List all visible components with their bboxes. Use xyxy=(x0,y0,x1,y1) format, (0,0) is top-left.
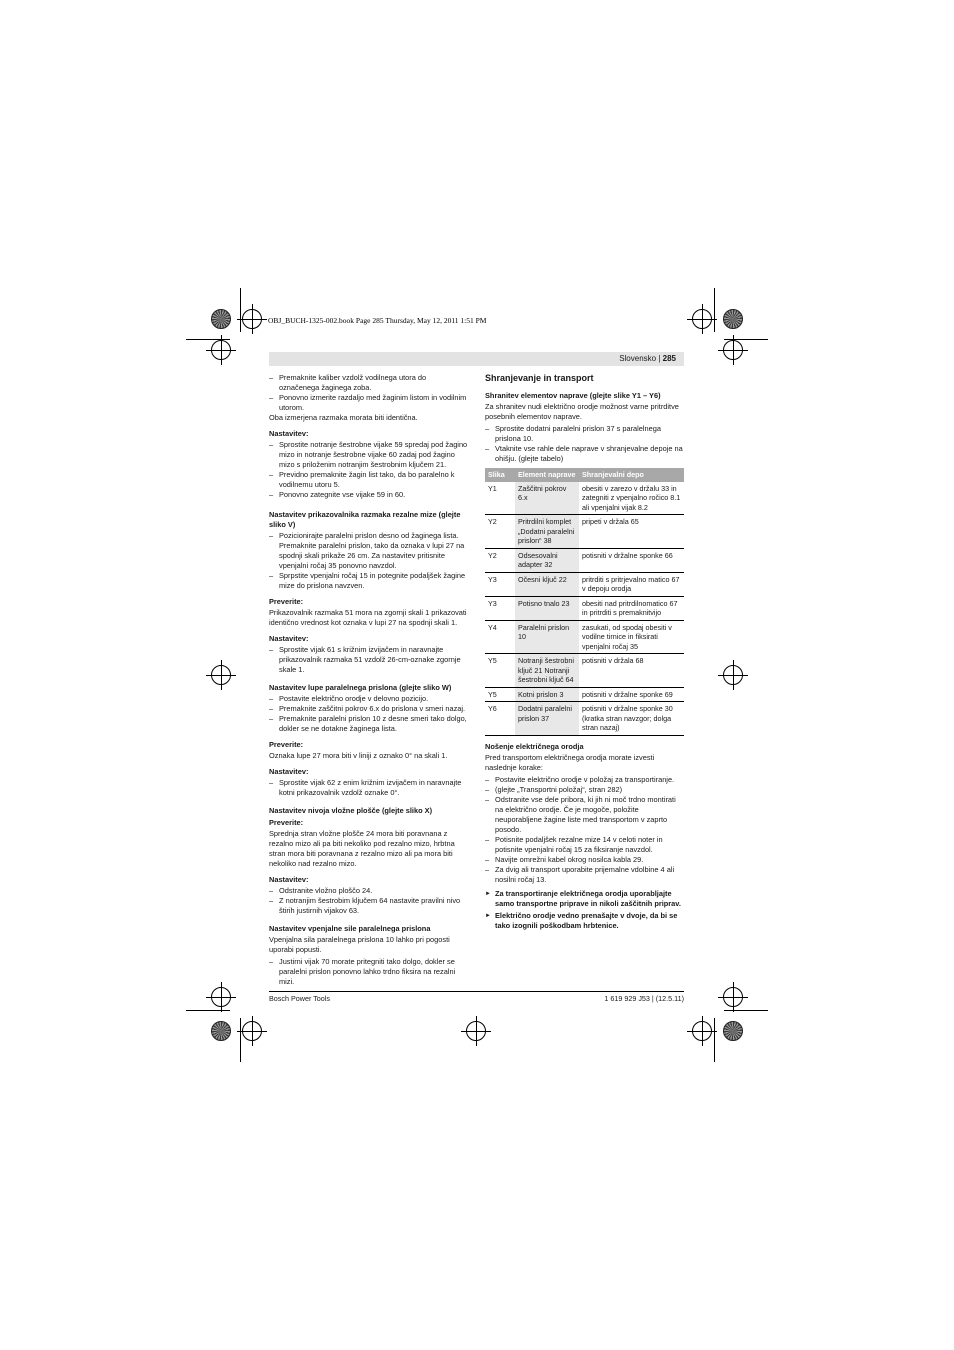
list-item: – Premaknite zaščitni pokrov 6.x do prislona v smeri nazaj. xyxy=(269,704,468,714)
list-item: – Sprostite vijak 62 z enim križnim izvijačem in naravnajte kotni prikazovalnik vzdolž oznake 0°. xyxy=(269,778,468,798)
table-header: Element naprave xyxy=(515,468,579,482)
bullet-list xyxy=(269,440,468,500)
table-cell: Zaščitni pokrov 6.x xyxy=(515,482,579,515)
crop-mark xyxy=(724,1010,768,1011)
table-cell: Y2 xyxy=(485,515,515,549)
table-cell: Y3 xyxy=(485,596,515,620)
list-item: – Postavite električno orodje v položaj za transportiranje. xyxy=(485,775,684,785)
bullet-list xyxy=(269,694,468,734)
list-item: – Sprostite notranje šestrobne vijake 59 spredaj pod žagino mizo in notranje šestrobne vijake 60 zadaj pod žagino mizo s priloženim notranjim šestrobnim ključem 21. xyxy=(269,440,468,470)
storage-table xyxy=(485,468,684,736)
table-cell: Y1 xyxy=(485,482,515,515)
paragraph: Za shranitev nudi električno orodje možnost varne pritrditve posebnih elementov naprave. xyxy=(485,402,679,421)
table-cell: obesiti v zarezo v držalu 33 in zategniti z vpenjalno ročico 8.1 ali vpenjalni vijak 8.2 xyxy=(579,482,684,515)
table-row xyxy=(485,702,684,736)
table-cell: potisniti v držalne sponke 66 xyxy=(579,548,684,572)
color-disc-top-left xyxy=(211,309,231,329)
subheading: Nastavitev: xyxy=(269,429,309,438)
table-cell: Očesni ključ 22 xyxy=(515,572,579,596)
subheading: Preverite: xyxy=(269,597,304,606)
table-row xyxy=(485,687,684,702)
table-header: Slika xyxy=(485,468,515,482)
table-cell: pritrditi s pritrjevalno matico 67 v depoju orodja xyxy=(579,572,684,596)
warning-note: ► Za transportiranje električnega orodja uporabljajte samo transportne priprave in nikoli zaščitnih priprav. xyxy=(485,889,684,909)
book-info-line: OBJ_BUCH-1325-002.book Page 285 Thursday, May 12, 2011 1:51 PM xyxy=(268,316,487,325)
list-item: – Odstranite vse dele pribora, ki jih ni moč trdno montirati na električno orodje. Če je mogoče, položite neuporabljene žagine liste med transportom v zaprto posodo. xyxy=(485,795,684,835)
list-item: – (glejte „Transportni položaj“, stran 282) xyxy=(485,785,684,795)
crop-mark xyxy=(186,1010,230,1011)
footer-doc-code: 1 619 929 J53 | (12.5.11) xyxy=(604,994,684,1003)
registration-mark-bottom-right-2 xyxy=(723,987,743,1007)
table-cell: potisniti v držala 68 xyxy=(579,654,684,688)
table-row xyxy=(485,572,684,596)
table-cell: Notranji šestrobni ključ 21 Notranji šestrobni ključ 64 xyxy=(515,654,579,688)
registration-mark-bottom-right xyxy=(692,1021,712,1041)
subheading: Nastavitev: xyxy=(269,767,309,776)
table-cell: Kotni prislon 3 xyxy=(515,687,579,702)
bullet-list xyxy=(269,645,468,675)
list-item: – Postavite električno orodje v delovno pozicijo. xyxy=(269,694,468,704)
subheading: Nastavitev: xyxy=(269,634,309,643)
table-row xyxy=(485,548,684,572)
table-cell: potisniti v držalne sponke 69 xyxy=(579,687,684,702)
list-item: – Za dvig ali transport uporabite prijemalne vdolbine 4 ali nosilni ročaj 13. xyxy=(485,865,684,885)
crop-mark xyxy=(240,288,241,332)
table-header-row xyxy=(485,468,684,482)
paragraph: Sprednja stran vložne plošče 24 mora biti poravnana z rezalno mizo ali pa biti nekoliko pod rezalno mizo, hrbtna stran mora biti poravnana z rezalno mizo ali pa mora biti nekoliko nad rezalno mizo. xyxy=(269,829,455,868)
section-heading: Nastavitev lupe paralelnega prislona (glejte sliko W) xyxy=(269,683,452,692)
table-cell: Y4 xyxy=(485,620,515,654)
table-cell: Paralelni prislon 10 xyxy=(515,620,579,654)
subheading: Nastavitev: xyxy=(269,875,309,884)
list-item: – Ponovno zategnite vse vijake 59 in 60. xyxy=(269,490,468,500)
table-row xyxy=(485,515,684,549)
page-header xyxy=(269,352,684,366)
registration-mark-bottom-left-2 xyxy=(242,1021,262,1041)
list-item: – Sprostite dodatni paralelni prislon 37 s paralelnega prislona 10. xyxy=(485,424,684,444)
table-cell: pripeti v držala 65 xyxy=(579,515,684,549)
subheading: Preverite: xyxy=(269,818,304,827)
list-item: – Navijte omrežni kabel okrog nosilca kabla 29. xyxy=(485,855,684,865)
crop-mark xyxy=(186,339,230,340)
left-column xyxy=(269,373,468,987)
table-cell: zasukati, od spodaj obesiti v vodilne tirnice in fiksirati vpenjalni ročaj 35 xyxy=(579,620,684,654)
paragraph: Oznaka lupe 27 mora biti v liniji z oznako 0° na skali 1. xyxy=(269,751,448,760)
section-heading: Nastavitev vpenjalne sile paralelnega prislona xyxy=(269,924,431,933)
table-cell: Y5 xyxy=(485,654,515,688)
section-heading: Nošenje električnega orodja xyxy=(485,741,584,751)
list-item: – Sprpstite vpenjalni ročaj 15 in potegnite podaljšek žagine mize do prislona navzven. xyxy=(269,571,468,591)
list-item: – Pozicionirajte paralelni prislon desno od žaginega lista. Premaknite paralelni prislon, tako da oznaka v lupi 27 na spodnji skali prikaže 26 cm. Za nastavitev pritisnite vpenjalni ročaj 35 ponovno navzdol. xyxy=(269,531,468,571)
list-item: – Sprostite vijak 61 s križnim izvijačem in naravnajte prikazovalnik razmaka 51 vzdolž 26-cm-oznake zgornje skale 1. xyxy=(269,645,468,675)
crop-mark xyxy=(714,288,715,332)
table-cell: obesiti nad pritrdilnomatico 67 in pritrditi s premaknitvijo xyxy=(579,596,684,620)
bullet-list xyxy=(485,775,684,885)
registration-mark-mid-right xyxy=(723,665,743,685)
table-cell: Potisno tnalo 23 xyxy=(515,596,579,620)
color-disc-bottom-left xyxy=(211,1021,231,1041)
table-cell: Y6 xyxy=(485,702,515,736)
section-heading: Shranitev elementov naprave (glejte slike Y1 – Y6) xyxy=(485,391,661,400)
list-item: – Ponovno izmerite razdaljo med žaginim listom in vodilnim utorom. xyxy=(269,393,468,413)
subheading: Preverite: xyxy=(269,740,304,749)
bullet-list xyxy=(269,957,468,987)
section-heading: Nastavitev prikazovalnika razmaka rezalne mize (glejte sliko V) xyxy=(269,510,461,529)
registration-mark-top-left xyxy=(242,309,262,329)
list-item: – Potisnite podaljšek rezalne mize 14 v celoti noter in potisnite vpenjalni ročaj 15 za fiksiranje navzdol. xyxy=(485,835,684,855)
registration-mark-top-left-2 xyxy=(211,340,231,360)
list-item: – Premaknite kaliber vzdolž vodilnega utora do označenega žaginega zoba. xyxy=(269,373,468,393)
list-item: – Odstranite vložno ploščo 24. xyxy=(269,886,468,896)
crop-mark xyxy=(714,1018,715,1062)
list-item: – Previdno premaknite žagin list tako, da bo paralelno k vodilnemu utoru 5. xyxy=(269,470,468,490)
header-separator: | xyxy=(656,354,663,363)
page-number: 285 xyxy=(662,354,676,363)
bullet-list xyxy=(269,778,468,798)
crop-mark xyxy=(240,1018,241,1062)
footer-rule xyxy=(269,991,684,992)
list-item: – Justirni vijak 70 morate pritegniti tako dolgo, dokler se paralelni prislon ponovno lahko trdno fiksira na rezalni mizi. xyxy=(269,957,468,987)
list-item: – Vtaknite vse rahle dele naprave v shranjevalne depoje na ohišju. (glejte tabelo) xyxy=(485,444,684,464)
registration-mark-bottom-center xyxy=(466,1021,486,1041)
color-disc-bottom-right xyxy=(723,1021,743,1041)
table-cell: potisniti v držalne sponke 30 (kratka stran navzgor; dolga stran nazaj) xyxy=(579,702,684,736)
table-cell: Dodatni paralelni prislon 37 xyxy=(515,702,579,736)
list-item: – Premaknite paralelni prislon 10 z desne smeri tako dolgo, dokler se ne dotakne žaginega lista. xyxy=(269,714,468,734)
table-row xyxy=(485,596,684,620)
table-cell: Y5 xyxy=(485,687,515,702)
table-cell: Odsesovalni adapter 32 xyxy=(515,548,579,572)
table-cell: Pritrdilni komplet „Dodatni paralelni prislon“ 38 xyxy=(515,515,579,549)
paragraph: Oba izmerjena razmaka morata biti identična. xyxy=(269,413,418,422)
section-title: Shranjevanje in transport xyxy=(485,373,594,383)
bullet-list xyxy=(269,531,468,591)
registration-mark-mid-left xyxy=(211,665,231,685)
table-header: Shranjevalni depo xyxy=(579,468,684,482)
table-row xyxy=(485,654,684,688)
table-row xyxy=(485,482,684,515)
warning-note: ► Električno orodje vedno prenašajte v dvoje, da bi se tako izognili poškodbam hrbtenice. xyxy=(485,911,684,931)
registration-mark-bottom-left xyxy=(211,987,231,1007)
color-disc-top-right xyxy=(723,309,743,329)
section-heading: Nastavitev nivoja vložne plošče (glejte sliko X) xyxy=(269,806,433,815)
crop-mark xyxy=(724,339,768,340)
bullet-list xyxy=(485,424,684,464)
bullet-list xyxy=(269,886,468,916)
table-cell: Y3 xyxy=(485,572,515,596)
registration-mark-top-right-2 xyxy=(723,340,743,360)
paragraph: Pred transportom električnega orodja morate izvesti naslednje korake: xyxy=(485,752,655,772)
list-item: – Z notranjim šestrobim ključem 64 nastavite pravilni nivo štirih justirnih vijakov 63. xyxy=(269,896,468,916)
paragraph: Vpenjalna sila paralelnega prislona 10 lahko pri pogosti uporabi popusti. xyxy=(269,935,450,954)
right-column xyxy=(485,373,684,931)
bullet-list xyxy=(269,373,468,413)
table-row xyxy=(485,620,684,654)
table-cell: Y2 xyxy=(485,548,515,572)
paragraph: Prikazovalnik razmaka 51 mora na zgornji skali 1 prikazovati identično vrednost kot oznaka v lupi 27 na spodnji skali 1. xyxy=(269,608,467,627)
registration-mark-top-right xyxy=(692,309,712,329)
footer-brand: Bosch Power Tools xyxy=(269,994,330,1003)
header-language: Slovensko xyxy=(619,354,657,363)
